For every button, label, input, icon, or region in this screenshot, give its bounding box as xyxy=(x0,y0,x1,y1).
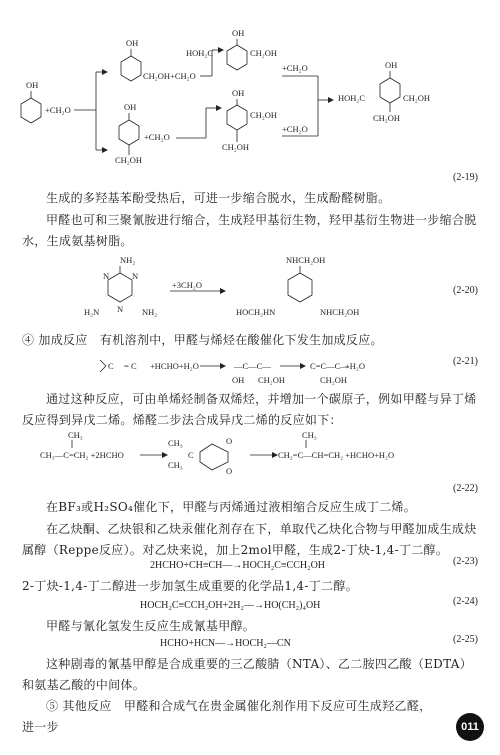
paragraph-6: 在乙炔酮、乙炔银和乙炔汞催化剂存在下，单取代乙炔化合物与甲醛加成生成炔属醇（Reppe反应）。对乙炔来说，加上2mol甲醛，生成2-丁炔-1,4-丁二醇。 xyxy=(22,522,477,557)
svg-text:CH₂OH: CH₂OH xyxy=(403,93,431,103)
paragraph-3: ④ 加成反应 有机溶剂中，甲醛与烯烃在酸催化下发生加成反应。 xyxy=(22,333,383,347)
reaction-2-20-scheme xyxy=(0,255,500,330)
svg-text:CH₃: CH₃ xyxy=(302,430,317,440)
reaction-2-21-scheme xyxy=(0,350,500,390)
equation-number-2-25: (2-25) xyxy=(453,634,478,645)
svg-text:—C—C—: —C—C— xyxy=(234,361,271,371)
equation-number-2-22: (2-22) xyxy=(453,483,478,494)
svg-text:HOH₂C: HOH₂C xyxy=(338,93,366,103)
svg-text:NHCH₂OH: NHCH₂OH xyxy=(286,255,326,265)
svg-text:NH₂: NH₂ xyxy=(120,255,136,265)
equation-number-2-20: (2-20) xyxy=(453,285,478,296)
svg-text:O: O xyxy=(226,436,233,446)
svg-text:OH: OH xyxy=(126,38,139,48)
svg-text:OH: OH xyxy=(124,102,137,112)
svg-text:C: C xyxy=(108,361,114,371)
svg-text:N: N xyxy=(103,271,110,281)
svg-text:N: N xyxy=(132,271,139,281)
svg-text:OH: OH xyxy=(232,88,245,98)
svg-text:CH₂OH: CH₂OH xyxy=(115,155,143,165)
ch2o-label-1: +CH₂O xyxy=(45,105,71,115)
paragraph-1: 生成的多羟基苯酚受热后，可进一步缩合脱水，生成酚醛树脂。 xyxy=(46,191,391,205)
paragraph-2: 甲醛也可和三聚氰胺进行缩合，生成羟甲基衍生物，羟甲基衍生物进一步缩合脱水，生成氨基树脂。 xyxy=(22,213,477,248)
page-number-badge: 011 xyxy=(456,713,484,741)
formula-2-24: HOCH₂C≡CCH₂OH+2H₂—→HO(CH₂)₄OH xyxy=(140,600,321,611)
equation-number-2-19: (2-19) xyxy=(453,172,478,183)
ch2o-label-3: +CH₂O xyxy=(282,124,308,134)
svg-text:OH: OH xyxy=(385,60,398,70)
paragraph-7: 2-丁炔-1,4-丁二醇进一步加氢生成重要的化学品1,4-丁二醇。 xyxy=(22,579,358,593)
equation-number-2-21: (2-21) xyxy=(453,356,478,367)
formula-2-25: HCHO+HCN—→HOCH₂—CN xyxy=(160,638,291,649)
svg-text:H₂N: H₂N xyxy=(84,307,100,317)
reaction-2-22-rhs: CH₂=C—CH=CH₂ +HCHO+H₂O xyxy=(278,450,395,460)
paragraph-8: 甲醛与氰化氢发生反应生成氰基甲醇。 xyxy=(46,619,256,633)
svg-text:NHCH₂OH: NHCH₂OH xyxy=(320,307,360,317)
svg-text:C: C xyxy=(131,361,137,371)
equation-number-2-24: (2-24) xyxy=(453,596,478,607)
svg-text:=: = xyxy=(124,361,129,371)
paragraph-10: ⑤ 其他反应 甲醛和合成气在贵金属催化剂作用下反应可生成羟乙醛，进一步 xyxy=(22,699,432,734)
svg-text:CH₂OH: CH₂OH xyxy=(250,48,278,58)
svg-text:CH₂OH: CH₂OH xyxy=(250,110,278,120)
equation-number-2-23: (2-23) xyxy=(453,556,478,567)
svg-text:HOCH₂HN: HOCH₂HN xyxy=(236,307,276,317)
svg-text:OH: OH xyxy=(232,28,245,38)
svg-text:HOH₂C: HOH₂C xyxy=(186,48,214,58)
svg-text:CH₃: CH₃ xyxy=(168,460,183,470)
svg-text:CH₃: CH₃ xyxy=(168,438,183,448)
ch2o-label-2: +CH₂O xyxy=(282,63,308,73)
paragraph-9: 这种剧毒的氰基甲醇是合成重要的三乙酸腈（NTA）、乙二胺四乙酸（EDTA）和氨基乙酸的中间体。 xyxy=(22,657,473,692)
svg-text:OH: OH xyxy=(232,375,245,385)
reagent-3ch2o: +3CH₂O xyxy=(172,280,202,290)
formula-2-23: 2HCHO+CH≡CH—→HOCH₂C≡CCH₂OH xyxy=(150,560,326,571)
paragraph-4: 通过这种反应，可由单烯烃制备双烯烃，并增加一个碳原子，例如甲醛与异丁烯反应得到异戊二烯。烯醛二步法合成异戊二烯的反应如下： xyxy=(22,392,477,427)
reaction-2-22-scheme xyxy=(0,430,500,480)
upper-product-label: CH₂OH+CH₂O xyxy=(143,71,196,81)
svg-text:+CH₂O: +CH₂O xyxy=(144,132,170,142)
svg-text:CH₃: CH₃ xyxy=(68,430,83,440)
svg-text:C: C xyxy=(188,450,194,460)
reaction-2-19-scheme xyxy=(0,0,500,180)
svg-text:N: N xyxy=(117,304,124,314)
paragraph-5: 在BF₃或H₂SO₄催化下，甲醛与丙烯通过液相缩合反应生成丁二烯。 xyxy=(46,500,417,514)
svg-text:CH₂OH: CH₂OH xyxy=(373,113,401,123)
svg-text:NH₂: NH₂ xyxy=(142,307,158,317)
svg-text:CH₂OH: CH₂OH xyxy=(222,142,250,152)
reagent-hcho-h2o: +HCHO+H₂O xyxy=(150,361,199,371)
svg-text:O: O xyxy=(226,466,233,476)
phenol-oh: OH xyxy=(26,80,39,90)
svg-text:+H₂O: +H₂O xyxy=(345,361,366,371)
svg-text:C=C—C—: C=C—C— xyxy=(310,361,349,371)
reaction-2-22-lhs: CH₃—C=CH₂ +2HCHO xyxy=(40,450,124,460)
svg-text:CH₂OH: CH₂OH xyxy=(258,375,286,385)
svg-text:CH₂OH: CH₂OH xyxy=(320,375,348,385)
